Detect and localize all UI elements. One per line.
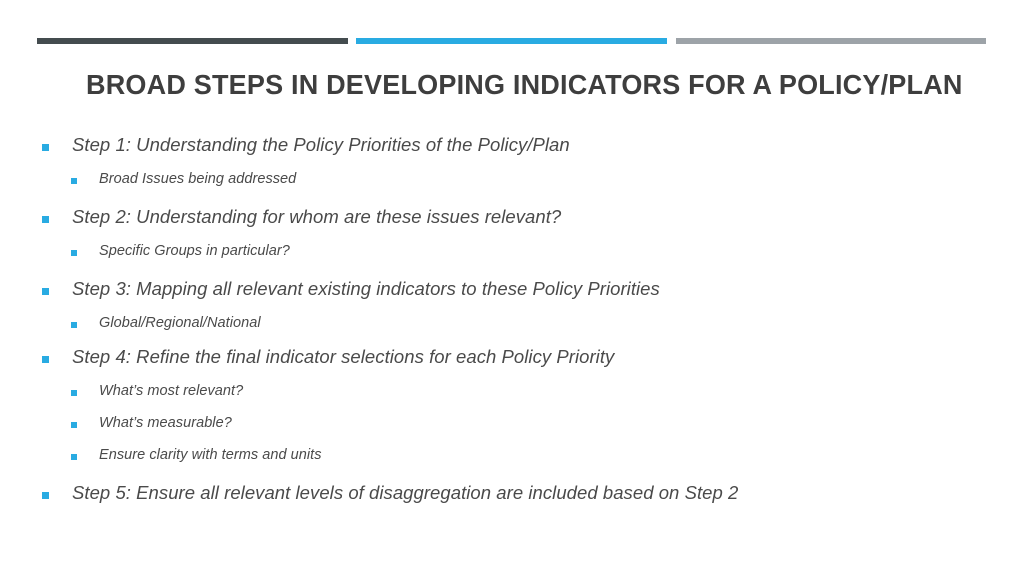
bullet-item-step-3 bbox=[0, 276, 1024, 312]
bullet-item-step-4-sub-3 bbox=[0, 444, 1024, 476]
bullet-label: Step 4: Refine the final indicator selections for each Policy Priority bbox=[72, 346, 615, 367]
square-bullet-icon bbox=[71, 250, 77, 256]
square-bullet-icon bbox=[42, 216, 49, 223]
bullet-label: Ensure clarity with terms and units bbox=[99, 447, 322, 463]
bullet-item-step-4-sub-2 bbox=[0, 412, 1024, 444]
square-bullet-icon bbox=[71, 454, 77, 460]
bullet-label: Step 5: Ensure all relevant levels of disaggregation are included based on Step 2 bbox=[72, 482, 739, 503]
square-bullet-icon bbox=[42, 492, 49, 499]
bullet-item-step-2 bbox=[0, 204, 1024, 240]
bullet-label: Specific Groups in particular? bbox=[99, 243, 290, 259]
bullet-item-step-4-sub-1 bbox=[0, 380, 1024, 412]
bullet-label: Global/Regional/National bbox=[99, 315, 261, 331]
bullet-item-step-4 bbox=[0, 344, 1024, 380]
slide-title: BROAD STEPS IN DEVELOPING INDICATORS FOR A POLICY/PLAN bbox=[86, 69, 963, 100]
bullet-label: Step 1: Understanding the Policy Priorities of the Policy/Plan bbox=[72, 134, 570, 155]
square-bullet-icon bbox=[71, 390, 77, 396]
square-bullet-icon bbox=[71, 422, 77, 428]
bullet-label: Broad Issues being addressed bbox=[99, 171, 297, 187]
bullet-item-step-1-sub-1 bbox=[0, 168, 1024, 200]
decor-bar-grey bbox=[676, 38, 986, 44]
square-bullet-icon bbox=[71, 322, 77, 328]
bullet-list bbox=[0, 132, 1024, 516]
square-bullet-icon bbox=[42, 288, 49, 295]
square-bullet-icon bbox=[42, 144, 49, 151]
bullet-item-step-3-sub-1 bbox=[0, 312, 1024, 344]
square-bullet-icon bbox=[42, 356, 49, 363]
bullet-item-step-5 bbox=[0, 480, 1024, 516]
square-bullet-icon bbox=[71, 178, 77, 184]
bullet-item-step-2-sub-1 bbox=[0, 240, 1024, 272]
decor-bar-dark bbox=[37, 38, 348, 44]
bullet-label: Step 2: Understanding for whom are these issues relevant? bbox=[72, 206, 562, 227]
decor-bar-blue bbox=[356, 38, 667, 44]
bullet-label: Step 3: Mapping all relevant existing indicators to these Policy Priorities bbox=[72, 278, 660, 299]
bullet-label: What’s measurable? bbox=[99, 415, 232, 431]
bullet-label: What’s most relevant? bbox=[99, 383, 244, 399]
bullet-item-step-1 bbox=[0, 132, 1024, 168]
